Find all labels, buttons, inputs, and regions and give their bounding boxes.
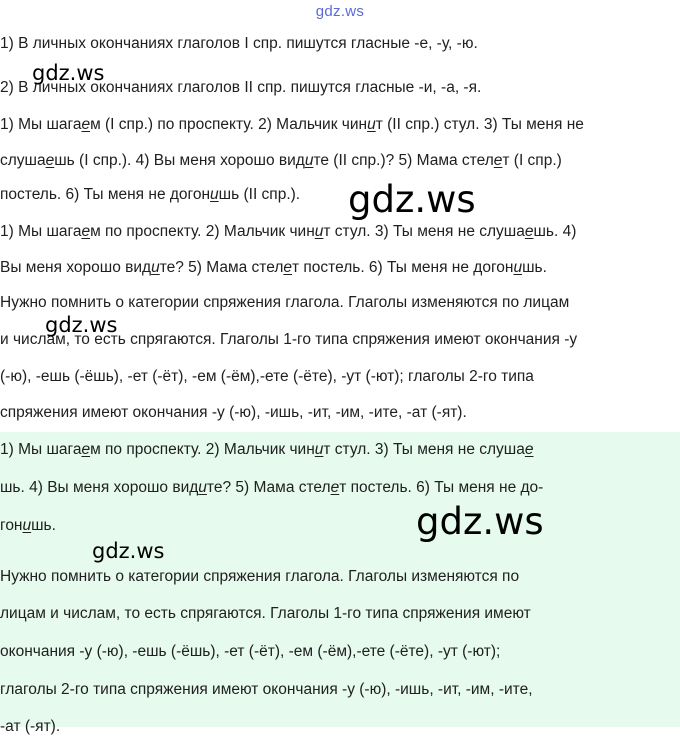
- ending-mark: е: [330, 479, 340, 496]
- ending-mark: и: [198, 479, 207, 496]
- ending-mark: е: [493, 152, 503, 169]
- text-segment: слуша: [0, 152, 46, 169]
- exercise-3-line-3: [0, 516, 56, 536]
- note-2-line-5: -ат (-ят).: [0, 718, 61, 735]
- watermark: gdz.ws: [416, 500, 544, 543]
- ending-mark: и: [304, 152, 314, 169]
- text-segment: шь.: [31, 517, 56, 534]
- text-segment: те? 5) Мама стел: [206, 479, 331, 496]
- note-2-line-3: окончания -у (-ю), -ешь (-ёшь), -ет (-ёт), -ем (-ём),-ете (-ёте), -ут (-ют);: [0, 643, 501, 660]
- ending-mark: и: [314, 223, 324, 240]
- text-segment: т стул. 3) Ты меня не слуша: [323, 441, 525, 458]
- text-segment: шь.: [522, 259, 547, 276]
- text-segment: 1) Мы шага: [0, 116, 82, 133]
- text-segment: гон: [0, 517, 23, 534]
- watermark: gdz.ws: [45, 313, 118, 337]
- text-segment: постель. 6) Ты меня не догон: [0, 186, 211, 203]
- exercise-3-line-2: [0, 478, 543, 498]
- ending-mark: е: [81, 223, 91, 240]
- note-1-line-2: и числам, то есть спрягаются. Глаголы 1-го типа спряжения имеют окончания -у: [0, 331, 578, 348]
- text-segment: м по проспекту. 2) Мальчик чин: [90, 223, 315, 240]
- note-2-line-1: Нужно помнить о категории спряжения глагола. Глаголы изменяются по: [0, 568, 520, 585]
- ending-mark: и: [22, 517, 32, 534]
- note-1-line-1: Нужно помнить о категории спряжения глагола. Глаголы изменяются по лицам: [0, 294, 570, 311]
- ending-mark: е: [283, 259, 292, 276]
- text-segment: т стул. 3) Ты меня не слуша: [323, 223, 525, 240]
- site-header[interactable]: gdz.ws: [315, 3, 365, 20]
- exercise-1-line-2: [0, 151, 562, 171]
- exercise-1-line-3: [0, 185, 300, 205]
- ending-mark: и: [210, 186, 219, 203]
- text-segment: те? 5) Мама стел: [159, 259, 284, 276]
- note-2-line-4: глаголы 2-го типа спряжения имеют окончания -у (-ю), -ишь, -ит, -им, -ите,: [0, 681, 533, 698]
- text-segment: т (I спр.): [502, 152, 562, 169]
- ending-mark: и: [151, 259, 160, 276]
- ending-mark: е: [81, 116, 91, 133]
- text-segment: т постель. 6) Ты меня не до-: [339, 479, 544, 496]
- text-segment: 1) Мы шага: [0, 223, 82, 240]
- text-segment: 1) Мы шага: [0, 441, 82, 458]
- rule-line-2: 2) В личных окончаниях глаголов II спр. пишутся гласные -и, -а, -я.: [0, 79, 482, 96]
- text-segment: шь (II спр.).: [218, 186, 301, 203]
- note-1-line-4: спряжения имеют окончания -у (-ю), -ишь, -ит, -им, -ите, -ат (-ят).: [0, 404, 467, 421]
- ending-mark: е: [524, 441, 534, 458]
- ending-mark: и: [367, 116, 376, 133]
- exercise-2-line-1: [0, 222, 576, 242]
- ending-mark: е: [45, 152, 55, 169]
- text-segment: шь (I спр.). 4) Вы меня хорошо вид: [54, 152, 305, 169]
- note-2-line-2: лицам и числам, то есть спрягаются. Глаголы 1-го типа спряжения имеют: [0, 605, 531, 622]
- ending-mark: е: [81, 441, 91, 458]
- text-segment: Вы меня хорошо вид: [0, 259, 152, 276]
- exercise-1-line-1: [0, 115, 584, 135]
- ending-mark: и: [314, 441, 324, 458]
- text-segment: те (II спр.)? 5) Мама стел: [313, 152, 494, 169]
- text-segment: т постель. 6) Ты меня не догон: [292, 259, 514, 276]
- watermark: gdz.ws: [32, 61, 105, 85]
- watermark: gdz.ws: [92, 539, 165, 563]
- text-segment: шь. 4): [533, 223, 577, 240]
- ending-mark: и: [513, 259, 523, 276]
- ending-mark: е: [524, 223, 534, 240]
- watermark: gdz.ws: [348, 178, 476, 221]
- note-1-line-3: (-ю), -ешь (-ёшь), -ет (-ёт), -ем (-ём),-ете (-ёте), -ут (-ют); глаголы 2-го типа: [0, 368, 534, 385]
- text-segment: м (I спр.) по проспекту. 2) Мальчик чин: [90, 116, 368, 133]
- text-segment: м по проспекту. 2) Мальчик чин: [90, 441, 315, 458]
- text-segment: т (II спр.) стул. 3) Ты меня не: [375, 116, 584, 133]
- text-segment: шь. 4) Вы меня хорошо вид: [0, 479, 199, 496]
- rule-line-1: 1) В личных окончаниях глаголов I спр. пишутся гласные -е, -у, -ю.: [0, 35, 478, 52]
- exercise-2-line-2: [0, 258, 547, 278]
- exercise-3-line-1: [0, 440, 533, 460]
